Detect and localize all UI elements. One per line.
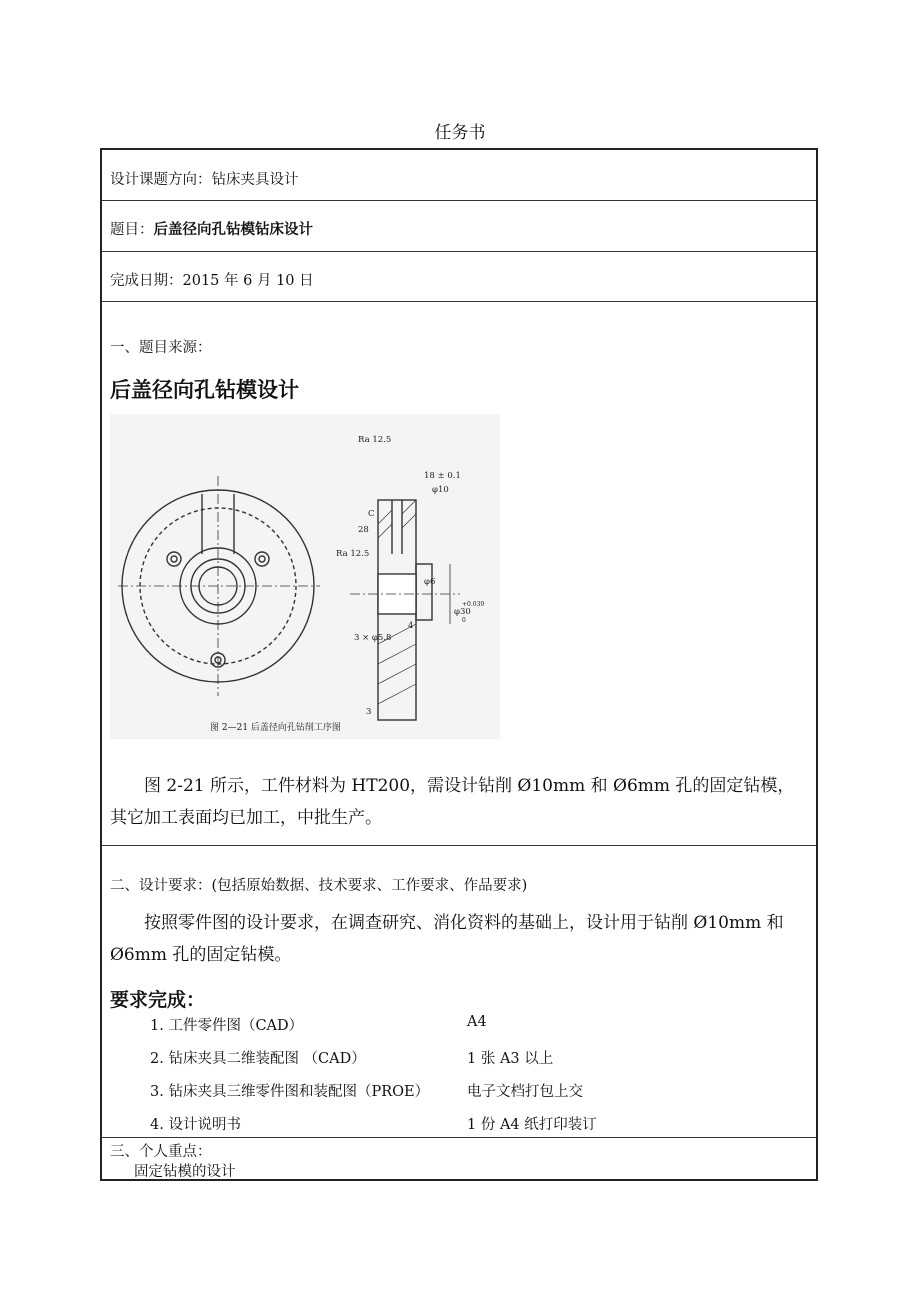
row-divider <box>102 251 816 252</box>
design-direction: 设计课题方向：钻床夹具设计 <box>110 172 299 188</box>
section3-heading: 三、个人重点： <box>110 1144 212 1160</box>
row-divider <box>102 1137 816 1138</box>
requirement-spec: 电子文档打包上交 <box>467 1084 583 1100</box>
requirement-spec: 1 份 A4 纸打印装订 <box>467 1117 597 1133</box>
topic-row <box>110 218 313 239</box>
dim-phi10: φ10 <box>432 485 449 495</box>
requirement-item: 3. 钻床夹具三维零件图和装配图（PROE） <box>150 1084 430 1100</box>
part-drawing-figure <box>110 414 500 739</box>
section2-paragraph: 按照零件图的设计要求，在调查研究、消化资料的基础上，设计用于钻削 Ø10mm 和 Ø6mm 孔的固定钻模。 <box>110 913 784 965</box>
requirement-item: 2. 钻床夹具二维装配图 （CAD） <box>150 1051 366 1067</box>
completion-date: 完成日期：2015 年 6 月 10 日 <box>110 273 314 289</box>
requirement-item: 1. 工件零件图（CAD） <box>150 1018 304 1034</box>
topic-label: 题目： <box>110 222 154 238</box>
requirement-spec: A4 <box>467 1014 487 1030</box>
section1-heading: 一、题目来源： <box>110 340 212 356</box>
dim-4: 4 <box>408 621 414 631</box>
dim-phi30: φ30 <box>454 607 471 617</box>
section1-title: 后盖径向孔钻模设计 <box>110 378 299 402</box>
section3-value: 固定钻模的设计 <box>134 1164 236 1180</box>
dim-phi6: φ6 <box>424 577 436 587</box>
roughness-mid: Ra 12.5 <box>336 549 370 559</box>
requirements-heading: 要求完成： <box>110 989 206 1011</box>
dim-phi30-tol: +0.039 <box>462 601 485 608</box>
row-divider <box>102 845 816 846</box>
row-divider <box>102 301 816 302</box>
topic-value: 后盖径向孔钻模钻床设计 <box>153 221 313 238</box>
dim-c: C <box>368 509 375 519</box>
dim-holes: 3 × φ5.8 <box>354 633 392 643</box>
dim-3: 3 <box>366 707 372 717</box>
page-title: 任务书 <box>434 123 486 143</box>
section2-heading: 二、设计要求：(包括原始数据、技术要求、工作要求、作品要求) <box>110 878 528 894</box>
requirement-item: 4. 设计说明书 <box>150 1117 241 1133</box>
row-divider <box>102 200 816 201</box>
front-view <box>118 476 320 696</box>
dim-18: 18 ± 0.1 <box>424 471 461 481</box>
roughness-top: Ra 12.5 <box>358 435 392 445</box>
task-table <box>100 148 818 1181</box>
figure-caption: 图 2—21 后盖径向孔钻削工序图 <box>210 723 341 733</box>
dim-28: 28 <box>358 525 369 535</box>
dimension-labels <box>210 435 484 733</box>
requirement-spec: 1 张 A3 以上 <box>467 1051 554 1067</box>
section1-paragraph: 图 2-21 所示，工件材料为 HT200，需设计钻削 Ø10mm 和 Ø6mm 孔的固定钻模，其它加工表面均已加工，中批生产。 <box>110 776 795 828</box>
dim-phi30-tol-low: 0 <box>462 617 466 624</box>
